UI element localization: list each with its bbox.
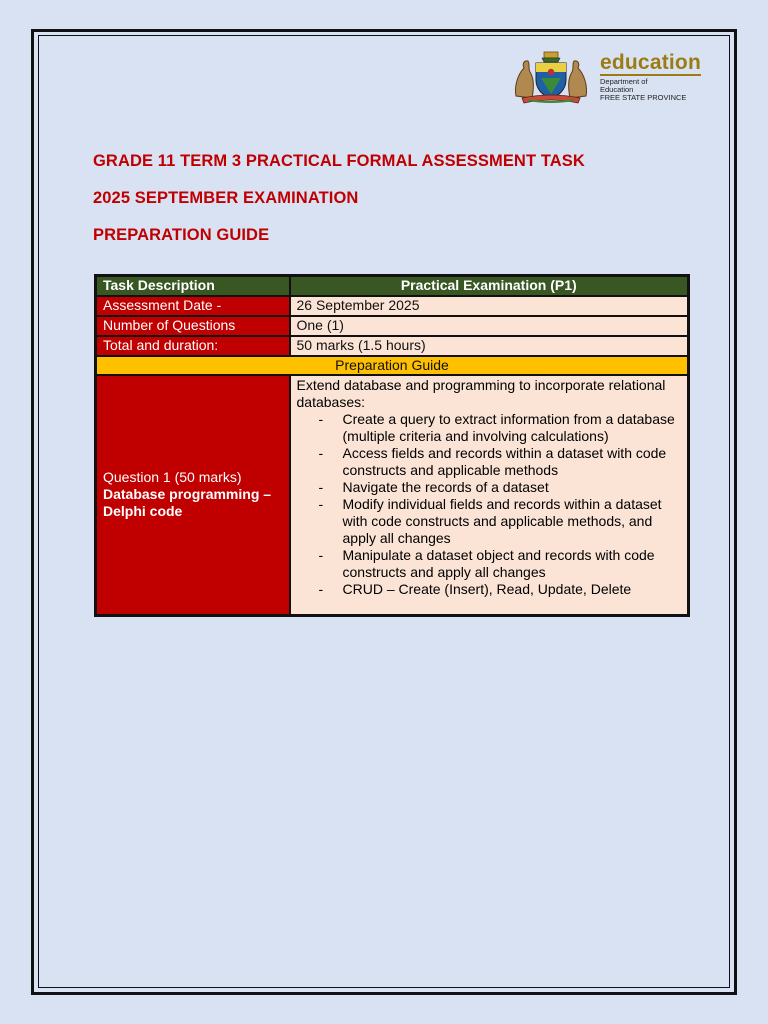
logo-wordmark: education xyxy=(600,51,701,75)
document-headings xyxy=(93,152,585,263)
logo-subtitle xyxy=(600,78,701,102)
department-logo xyxy=(508,48,712,106)
logo-sub-line: Education xyxy=(600,85,634,95)
table-row xyxy=(96,336,689,356)
table-header-row xyxy=(96,276,689,296)
table-row xyxy=(96,296,689,316)
question-topic: Database programming – Delphi code xyxy=(103,486,272,519)
preparation-guide-banner: Preparation Guide xyxy=(96,356,689,375)
heading-task-title: GRADE 11 TERM 3 PRACTICAL FORMAL ASSESSMENT TASK xyxy=(93,152,585,170)
list-item: - Navigate the records of a dataset xyxy=(297,479,682,496)
row-label: Number of Questions xyxy=(96,316,290,336)
logo-sub-line: FREE STATE PROVINCE xyxy=(600,92,687,102)
question-cell xyxy=(96,375,290,616)
coat-of-arms-icon xyxy=(508,48,594,106)
header-practical-exam: Practical Examination (P1) xyxy=(290,276,689,296)
row-value: 26 September 2025 xyxy=(290,296,689,316)
task-table xyxy=(94,274,690,617)
heading-exam-title: 2025 SEPTEMBER EXAMINATION xyxy=(93,189,359,207)
row-value: One (1) xyxy=(290,316,689,336)
question-row xyxy=(96,375,689,616)
question-title: Question 1 (50 marks) xyxy=(103,469,242,485)
row-label: Total and duration: xyxy=(96,336,290,356)
preparation-guide-row xyxy=(96,356,689,375)
table-row xyxy=(96,316,689,336)
question-details xyxy=(290,375,689,616)
row-label: Assessment Date - xyxy=(96,296,290,316)
list-item: - Access fields and records within a dataset with code constructs and applicable methods xyxy=(297,445,682,479)
list-item: - Create a query to extract information from a database (multiple criteria and involving calculations) xyxy=(297,411,682,445)
heading-guide-title: PREPARATION GUIDE xyxy=(93,226,270,244)
list-item: - Modify individual fields and records within a dataset with code constructs and applicable methods, and apply all changes xyxy=(297,496,682,547)
row-value: 50 marks (1.5 hours) xyxy=(290,336,689,356)
details-intro: Extend database and programming to incorporate relational databases: xyxy=(296,376,666,410)
logo-sub-line: Department of xyxy=(600,77,648,87)
details-bullet-list xyxy=(297,411,682,598)
list-item: - Manipulate a dataset object and records with code constructs and apply all changes xyxy=(297,547,682,581)
list-item: - CRUD – Create (Insert), Read, Update, Delete xyxy=(297,581,682,598)
header-task-description: Task Description xyxy=(96,276,290,296)
